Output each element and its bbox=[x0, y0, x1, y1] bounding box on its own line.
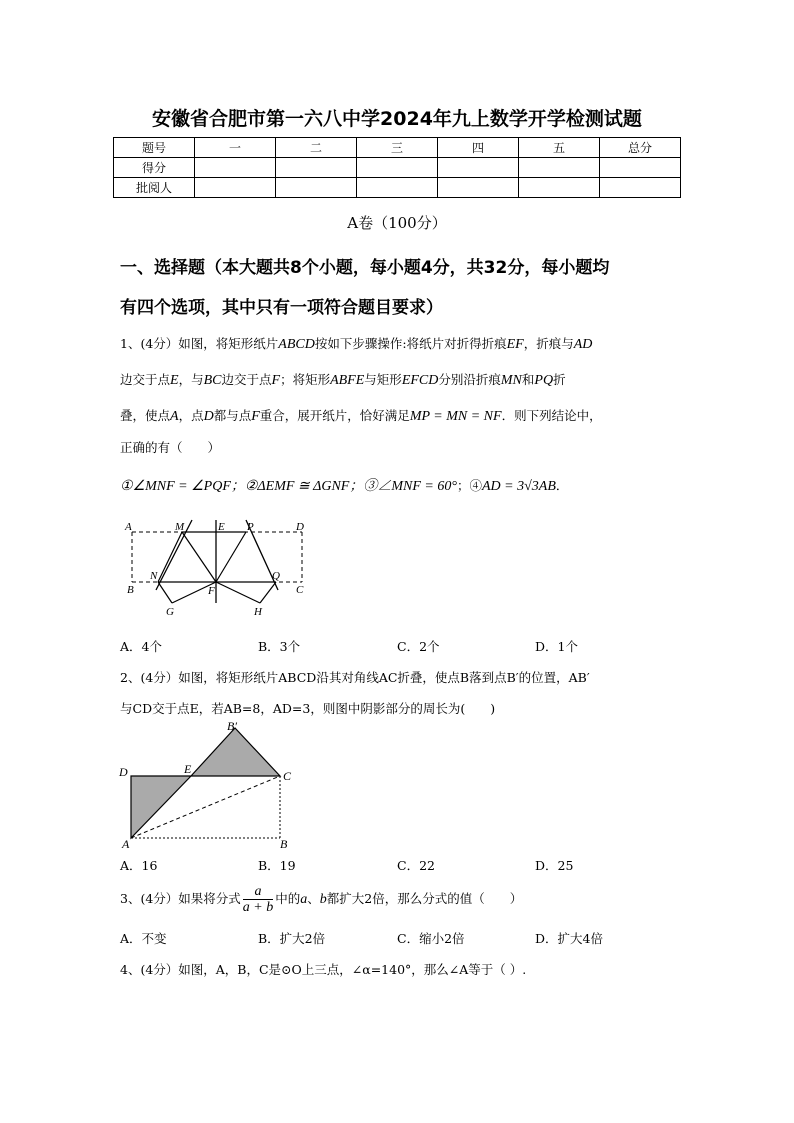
q2-line2: 与CD交于点E，若AB=8，AD=3，则图中阴影部分的周长为( ) bbox=[120, 701, 496, 716]
q1-text: 折 bbox=[553, 372, 566, 387]
q1-text: ；将矩形 bbox=[280, 372, 331, 387]
fraction-numerator: a bbox=[243, 884, 273, 900]
math: ABFE bbox=[330, 373, 365, 388]
math: MN bbox=[500, 373, 522, 388]
q1-option-a: A．4个 bbox=[120, 639, 162, 654]
q1-fig-label: C bbox=[296, 584, 304, 596]
q1-text: ；④ bbox=[456, 478, 482, 493]
q3-option-c: C．缩小2倍 bbox=[397, 931, 465, 946]
score-header-cell: 题号 bbox=[114, 138, 195, 158]
math: b bbox=[319, 892, 327, 907]
math: PQ bbox=[534, 373, 554, 388]
score-cell bbox=[600, 178, 681, 198]
q1-line4: 正确的有（ ） bbox=[120, 440, 221, 455]
score-cell bbox=[519, 158, 600, 178]
score-cell bbox=[195, 178, 276, 198]
score-row-label: 批阅人 bbox=[114, 178, 195, 198]
score-cell bbox=[357, 158, 438, 178]
math: EF bbox=[506, 337, 524, 352]
score-cell bbox=[276, 178, 357, 198]
q2-fig-label: C bbox=[283, 769, 292, 783]
q1-fig-label: N bbox=[150, 570, 158, 582]
q2-option-c: C．22 bbox=[397, 858, 435, 873]
math: a bbox=[300, 892, 308, 907]
q1-fig-label: F bbox=[208, 585, 215, 597]
paper-part-heading: A卷（100分） bbox=[347, 214, 447, 232]
score-cell bbox=[600, 158, 681, 178]
q1-fig-crease-mn bbox=[156, 520, 192, 590]
q1-line3 bbox=[120, 406, 602, 425]
q1-option-d: D．1个 bbox=[535, 639, 578, 654]
q1-text: 都与点 bbox=[213, 408, 252, 423]
q2-fig-label: B′ bbox=[227, 719, 237, 733]
q2-fig-shaded-top bbox=[191, 728, 280, 776]
q2-fig-label: B bbox=[280, 837, 288, 851]
q3-text: 、 bbox=[307, 891, 320, 906]
q1-text: ，与 bbox=[178, 372, 204, 387]
q2-option-a: A．16 bbox=[120, 858, 158, 873]
math: ABCD bbox=[278, 337, 315, 352]
q3-option-d: D．扩大4倍 bbox=[535, 931, 603, 946]
q1-fig-line bbox=[260, 582, 276, 603]
q1-line1 bbox=[120, 334, 592, 353]
q1-fig-line bbox=[158, 532, 182, 582]
math: A bbox=[170, 409, 179, 424]
q1-text: 边交于点 bbox=[120, 372, 171, 387]
math: MP = MN = NF bbox=[409, 409, 502, 424]
q1-text: 和 bbox=[521, 372, 535, 387]
q1-fig-label: A bbox=[125, 521, 132, 533]
q3-fraction bbox=[243, 884, 273, 915]
q1-fig-label: M bbox=[175, 521, 185, 533]
score-cell bbox=[438, 158, 519, 178]
q1-fig-line bbox=[158, 582, 172, 603]
q1-text: 1、(4分）如图，将矩形纸片 bbox=[120, 336, 279, 351]
score-header-cell: 三 bbox=[357, 138, 438, 158]
q1-fig-label: D bbox=[296, 521, 304, 533]
q1-text: 叠，使点 bbox=[120, 408, 171, 423]
q1-option-b: B．3个 bbox=[258, 639, 301, 654]
q1-fig-label: P bbox=[247, 521, 254, 533]
q1-fig-line bbox=[182, 532, 216, 582]
q1-text: 按如下步骤操作:将纸片对折得折痕 bbox=[314, 336, 507, 351]
q3-text: 3、(4分）如果将分式 bbox=[120, 891, 241, 906]
math: F bbox=[271, 373, 281, 388]
q1-fig-label: G bbox=[166, 606, 174, 618]
q2-fig-label: D bbox=[119, 765, 128, 779]
math: AD = 3√3AB bbox=[481, 479, 556, 494]
score-table-row bbox=[114, 158, 681, 178]
q1-text: ．则下列结论中， bbox=[501, 408, 602, 423]
math: ①∠MNF = ∠PQF bbox=[120, 479, 231, 494]
score-header-cell: 四 bbox=[438, 138, 519, 158]
q1-fig-label: Q bbox=[272, 570, 280, 582]
score-cell bbox=[276, 158, 357, 178]
math: BC bbox=[203, 373, 222, 388]
score-table-header-row bbox=[114, 138, 681, 158]
math: ；②ΔEMF ≅ ΔGNF bbox=[230, 479, 350, 494]
math: E bbox=[170, 373, 179, 388]
q3-line1 bbox=[120, 884, 522, 915]
q1-text: 重合，展开纸片，恰好满足 bbox=[259, 408, 410, 423]
score-cell bbox=[195, 158, 276, 178]
math: F bbox=[251, 409, 260, 424]
q4-line1: 4、(4分）如图，A，B，C是⊙O上三点，∠α=140°，那么∠A等于（ ）. bbox=[120, 962, 527, 977]
q2-fig-label: A bbox=[122, 837, 130, 851]
q1-fig-line bbox=[216, 582, 260, 603]
score-cell bbox=[438, 178, 519, 198]
q1-fig-label: B bbox=[127, 584, 134, 596]
q2-fig-label: E bbox=[184, 762, 192, 776]
q2-line1: 2、(4分）如图，将矩形纸片ABCD沿其对角线AC折叠，使点B落到点B′的位置，AB′ bbox=[120, 670, 590, 685]
q1-line2 bbox=[120, 370, 566, 389]
q3-option-b: B．扩大2倍 bbox=[258, 931, 326, 946]
q2-figure bbox=[115, 718, 315, 853]
q1-text: 边交于点 bbox=[221, 372, 272, 387]
q3-text: 都扩大2倍，那么分式的值（ ） bbox=[326, 891, 523, 906]
score-table-row bbox=[114, 178, 681, 198]
math: AD bbox=[573, 337, 593, 352]
q1-fig-label: E bbox=[218, 521, 225, 533]
q1-line5 bbox=[120, 475, 568, 495]
score-table bbox=[113, 137, 681, 198]
section-heading-line1: 一、选择题（本大题共8个小题，每小题4分，共32分，每小题均 bbox=[120, 258, 610, 278]
fraction-denominator: a + b bbox=[242, 900, 274, 915]
q1-fig-label: H bbox=[254, 606, 262, 618]
q2-fig-shaded-left bbox=[131, 776, 191, 838]
q1-text: 与矩形 bbox=[364, 372, 402, 387]
q3-option-a: A．不变 bbox=[120, 931, 167, 946]
q1-text: ，点 bbox=[178, 408, 204, 423]
math: D bbox=[203, 409, 214, 424]
section-heading-line2: 有四个选项，其中只有一项符合题目要求） bbox=[120, 298, 443, 318]
math: ；③∠MNF = 60° bbox=[349, 479, 457, 494]
q1-text: ，折痕与 bbox=[523, 336, 574, 351]
score-cell bbox=[357, 178, 438, 198]
q1-option-c: C．2个 bbox=[397, 639, 440, 654]
exam-title: 安徽省合肥市第一六八中学2024年九上数学开学检测试题 bbox=[152, 108, 642, 130]
q1-text: ． bbox=[555, 478, 569, 493]
score-header-cell: 一 bbox=[195, 138, 276, 158]
q1-text: 分别沿折痕 bbox=[438, 372, 501, 387]
q2-option-d: D．25 bbox=[535, 858, 574, 873]
q1-figure bbox=[120, 515, 320, 625]
score-header-cell: 五 bbox=[519, 138, 600, 158]
score-header-cell: 总分 bbox=[600, 138, 681, 158]
score-header-cell: 二 bbox=[276, 138, 357, 158]
score-row-label: 得分 bbox=[114, 158, 195, 178]
q2-option-b: B．19 bbox=[258, 858, 296, 873]
q3-text: 中的 bbox=[275, 891, 301, 906]
q1-fig-line bbox=[216, 532, 246, 582]
score-cell bbox=[519, 178, 600, 198]
math: EFCD bbox=[401, 373, 439, 388]
